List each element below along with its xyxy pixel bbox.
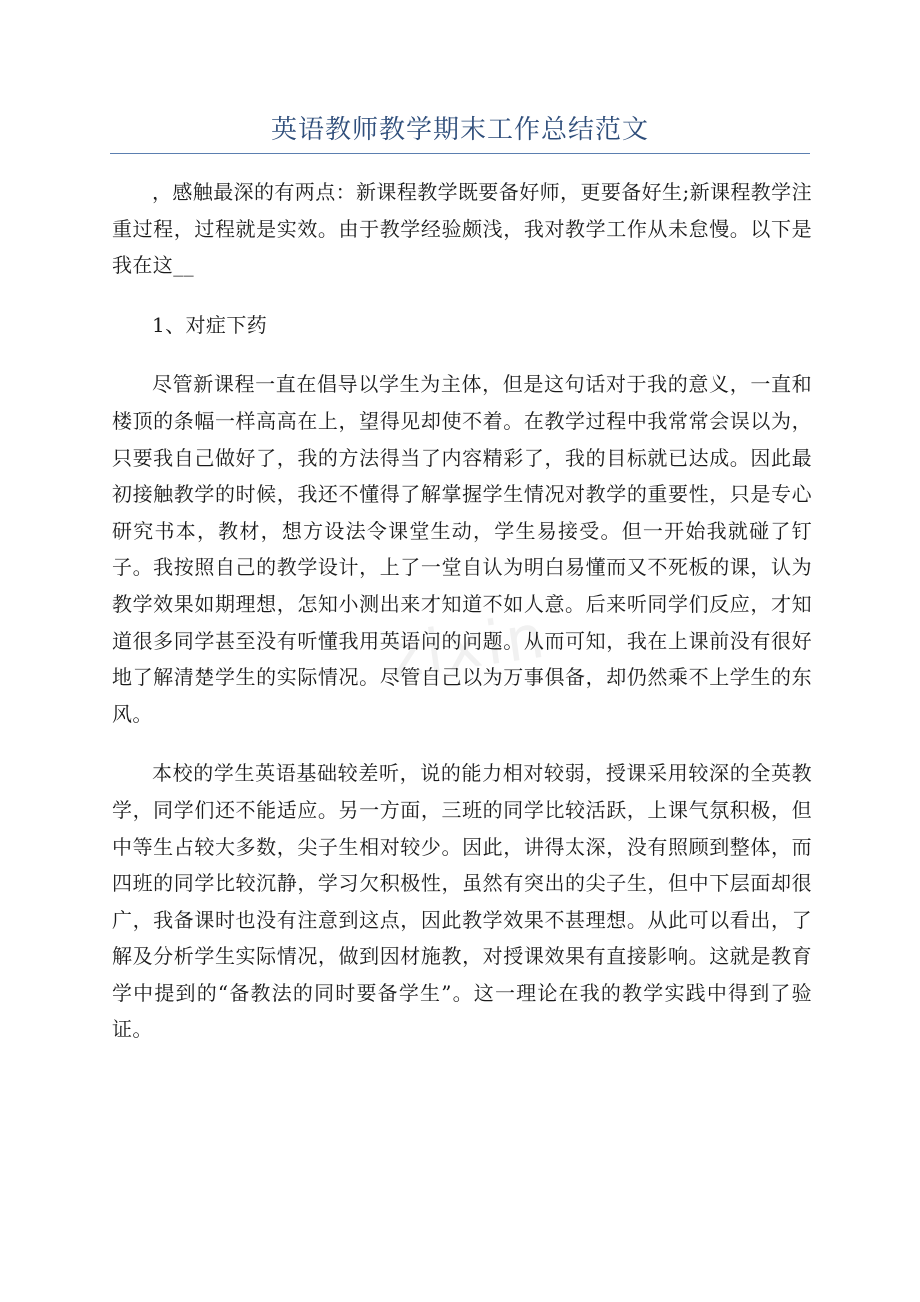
section-heading: 1、对症下药	[152, 312, 268, 337]
title-divider	[110, 153, 810, 154]
watermark: zixin	[385, 601, 553, 693]
paragraph-intro: ，感触最深的有两点：新课程教学既要备好师，更要备好生;新课程教学注重过程，过程就是实效。由于教学经验颇浅，我对教学工作从未怠慢。以下是我在这__	[112, 180, 812, 278]
document-body	[112, 174, 812, 1048]
document-title: 英语教师教学期末工作总结范文	[270, 115, 649, 145]
paragraph-body: 本校的学生英语基础较差听，说的能力相对较弱，授课采用较深的全英教学，同学们还不能适应。另一方面，三班的同学比较活跃，上课气氛积极，但中等生占较大多数，尖子生相对较少。因此，讲得太深，没有照顾到整体，而四班的同学比较沉静，学习欠积极性，虽然有突出的尖子生，但中下层面却很广，我备课时也没有注意到这点，因此教学效果不甚理想。从此可以看出，了解及分析学生实际情况，做到因材施教，对授课效果有直接影响。这就是教育学中提到的“备教法的同时要备学生”。这一理论在我的教学实践中得到了验证。	[112, 761, 812, 1042]
paragraph-body: 尽管新课程一直在倡导以学生为主体，但是这句话对于我的意义，一直和楼顶的条幅一样高高在上，望得见却使不着。在教学过程中我常常会误以为，只要我自己做好了，我的方法得当了内容精彩了，我的目标就已达成。因此最初接触教学的时候，我还不懂得了解掌握学生情况对教学的重要性，只是专心研究书本，教材，想方设法令课堂生动，学生易接受。但一开始我就碰了钉子。我按照自己的教学设计，上了一堂自认为明白易懂而又不死板的课，认为教学效果如期理想，怎知小测出来才知道不如人意。后来听同学们反应，才知道很多同学甚至没有听懂我用英语问的问题。从而可知，我在上课前没有很好地了解清楚学生的实际情况。尽管自己以为万事俱备，却仍然乘不上学生的东风。	[112, 372, 812, 726]
